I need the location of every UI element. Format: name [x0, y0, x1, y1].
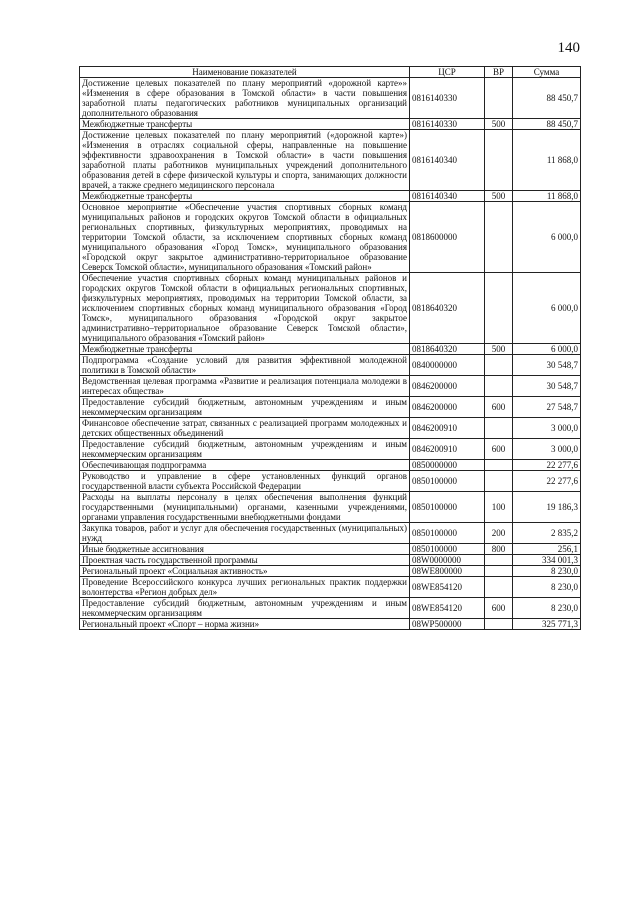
row-name: Предоставление субсидий бюджетным, автономным учреждениям и иным некоммерческим организациям — [80, 598, 410, 619]
row-code: 0850000000 — [410, 460, 485, 471]
row-vr — [485, 471, 513, 492]
row-sum: 256,1 — [513, 544, 581, 555]
row-vr — [485, 355, 513, 376]
row-sum: 27 548,7 — [513, 397, 581, 418]
row-sum: 6 000,0 — [513, 273, 581, 344]
row-sum: 22 277,6 — [513, 460, 581, 471]
row-vr — [485, 130, 513, 191]
row-sum: 30 548,7 — [513, 355, 581, 376]
row-name: Региональный проект «Спорт – норма жизни» — [80, 619, 410, 630]
row-code: 0846200910 — [410, 418, 485, 439]
table-row — [80, 273, 581, 344]
row-name: Достижение целевых показателей по плану мероприятий «дорожной карте»» «Изменения в сфере образования в Томской области» в части повышения заработной платы педагогических работников муниципальных организаций дополнительного образования — [80, 78, 410, 119]
row-code: 0850100000 — [410, 523, 485, 544]
row-code: 0840000000 — [410, 355, 485, 376]
row-vr — [485, 619, 513, 630]
table-row — [80, 344, 581, 355]
row-name: Межбюджетные трансферты — [80, 191, 410, 202]
row-code: 0816140330 — [410, 78, 485, 119]
table-row — [80, 376, 581, 397]
table-row — [80, 202, 581, 273]
row-name: Обеспечивающая подпрограмма — [80, 460, 410, 471]
row-code: 0850100000 — [410, 471, 485, 492]
row-code: 0846200000 — [410, 376, 485, 397]
row-name: Проектная часть государственной программы — [80, 555, 410, 566]
row-code: 0846200000 — [410, 397, 485, 418]
row-name: Межбюджетные трансферты — [80, 344, 410, 355]
row-code: 0850100000 — [410, 544, 485, 555]
row-vr: 800 — [485, 544, 513, 555]
table-row — [80, 355, 581, 376]
row-sum: 88 450,7 — [513, 78, 581, 119]
row-code: 08WE854120 — [410, 598, 485, 619]
row-vr: 500 — [485, 191, 513, 202]
row-vr: 600 — [485, 397, 513, 418]
table-row — [80, 471, 581, 492]
row-code: 0818640320 — [410, 344, 485, 355]
row-sum: 334 001,3 — [513, 555, 581, 566]
row-name: Подпрограмма «Создание условий для развития эффективной молодежной политики в Томской области» — [80, 355, 410, 376]
row-vr: 600 — [485, 598, 513, 619]
row-vr — [485, 418, 513, 439]
row-vr — [485, 566, 513, 577]
row-vr — [485, 273, 513, 344]
row-name: Региональный проект «Социальная активность» — [80, 566, 410, 577]
row-code: 08WP500000 — [410, 619, 485, 630]
table-row — [80, 619, 581, 630]
row-name: Закупка товаров, работ и услуг для обеспечения государственных (муниципальных) нужд — [80, 523, 410, 544]
table-row — [80, 555, 581, 566]
row-sum: 30 548,7 — [513, 376, 581, 397]
row-sum: 11 868,0 — [513, 191, 581, 202]
row-sum: 3 000,0 — [513, 418, 581, 439]
row-name: Иные бюджетные ассигнования — [80, 544, 410, 555]
table-row — [80, 577, 581, 598]
row-name: Финансовое обеспечение затрат, связанных с реализацией программ молодежных и детских общественных объединений — [80, 418, 410, 439]
row-code: 0818640320 — [410, 273, 485, 344]
row-code: 0850100000 — [410, 492, 485, 523]
table-row — [80, 439, 581, 460]
header-name: Наименование показателей — [80, 67, 410, 78]
row-name: Ведомственная целевая программа «Развитие и реализация потенциала молодежи в интересах общества» — [80, 376, 410, 397]
row-sum: 8 230,0 — [513, 577, 581, 598]
row-sum: 8 230,0 — [513, 566, 581, 577]
row-name: Достижение целевых показателей по плану мероприятий («дорожной карте») «Изменения в отраслях социальной сферы, направленные на повышение эффективности здравоохранения в Томской области» в части повышения заработной платы работников муниципальных учреждений дополнительного образования детей в сфере физической культуры и спорта, занимающих должности врачей, а также среднего медицинского персонала — [80, 130, 410, 191]
row-code: 08W0000000 — [410, 555, 485, 566]
row-vr: 500 — [485, 344, 513, 355]
row-vr: 200 — [485, 523, 513, 544]
table-row — [80, 523, 581, 544]
row-sum: 2 835,2 — [513, 523, 581, 544]
row-sum: 6 000,0 — [513, 344, 581, 355]
table-row — [80, 566, 581, 577]
row-name: Проведение Всероссийского конкурса лучших региональных практик поддержки волонтерства «Регион добрых дел» — [80, 577, 410, 598]
header-code: ЦСР — [410, 67, 485, 78]
table-row — [80, 544, 581, 555]
page-number: 140 — [557, 40, 580, 56]
row-sum: 88 450,7 — [513, 119, 581, 130]
table-row — [80, 418, 581, 439]
row-sum: 22 277,6 — [513, 471, 581, 492]
table-header-row — [80, 67, 581, 78]
table-row — [80, 460, 581, 471]
row-code: 0818600000 — [410, 202, 485, 273]
table-row — [80, 598, 581, 619]
row-code: 0846200910 — [410, 439, 485, 460]
row-name: Основное мероприятие «Обеспечение участия спортивных сборных команд муниципальных районов и городских округов Томской области в официальных региональных спортивных, физкультурных мероприятиях, проводимых на территории Томской области, за исключением спортивных сборных команд муниципального образования «Город Томск», муниципального образования «Городской округ закрытое административно-территориальное образование Северск Томской области», муниципального образования «Томский район» — [80, 202, 410, 273]
row-code: 0816140330 — [410, 119, 485, 130]
row-vr — [485, 460, 513, 471]
table-row — [80, 130, 581, 191]
row-name: Межбюджетные трансферты — [80, 119, 410, 130]
row-sum: 3 000,0 — [513, 439, 581, 460]
row-sum: 6 000,0 — [513, 202, 581, 273]
row-vr — [485, 577, 513, 598]
row-vr: 500 — [485, 119, 513, 130]
row-vr — [485, 555, 513, 566]
budget-table — [79, 66, 581, 630]
table-body — [80, 78, 581, 630]
row-sum: 11 868,0 — [513, 130, 581, 191]
header-sum: Сумма — [513, 67, 581, 78]
row-name: Предоставление субсидий бюджетным, автономным учреждениям и иным некоммерческим организациям — [80, 397, 410, 418]
table-row — [80, 492, 581, 523]
row-vr — [485, 202, 513, 273]
row-sum: 325 771,3 — [513, 619, 581, 630]
table-row — [80, 397, 581, 418]
row-vr: 600 — [485, 439, 513, 460]
row-vr: 100 — [485, 492, 513, 523]
row-sum: 8 230,0 — [513, 598, 581, 619]
row-vr — [485, 376, 513, 397]
row-name: Обеспечение участия спортивных сборных команд муниципальных районов и городских округов Томской области в официальных региональных спортивных, физкультурных мероприятиях, проводимых на территории Томской области, за исключением спортивных сборных команд муниципального образования «Город Томск», муниципального образования «Городской округ закрытое административно–территориальное образование Северск Томской области», муниципального образования «Томский район» — [80, 273, 410, 344]
header-vr: ВР — [485, 67, 513, 78]
row-code: 0816140340 — [410, 191, 485, 202]
table-row — [80, 119, 581, 130]
row-code: 08WE854120 — [410, 577, 485, 598]
row-code: 0816140340 — [410, 130, 485, 191]
row-name: Руководство и управление в сфере установленных функций органов государственной власти субъекта Российской Федерации — [80, 471, 410, 492]
row-vr — [485, 78, 513, 119]
row-sum: 19 186,3 — [513, 492, 581, 523]
row-code: 08WE800000 — [410, 566, 485, 577]
row-name: Расходы на выплаты персоналу в целях обеспечения выполнения функций государственными (муниципальными) органами, казенными учреждениями, органами управления государственными внебюджетными фондами — [80, 492, 410, 523]
row-name: Предоставление субсидий бюджетным, автономным учреждениям и иным некоммерческим организациям — [80, 439, 410, 460]
table-row — [80, 191, 581, 202]
table-row — [80, 78, 581, 119]
